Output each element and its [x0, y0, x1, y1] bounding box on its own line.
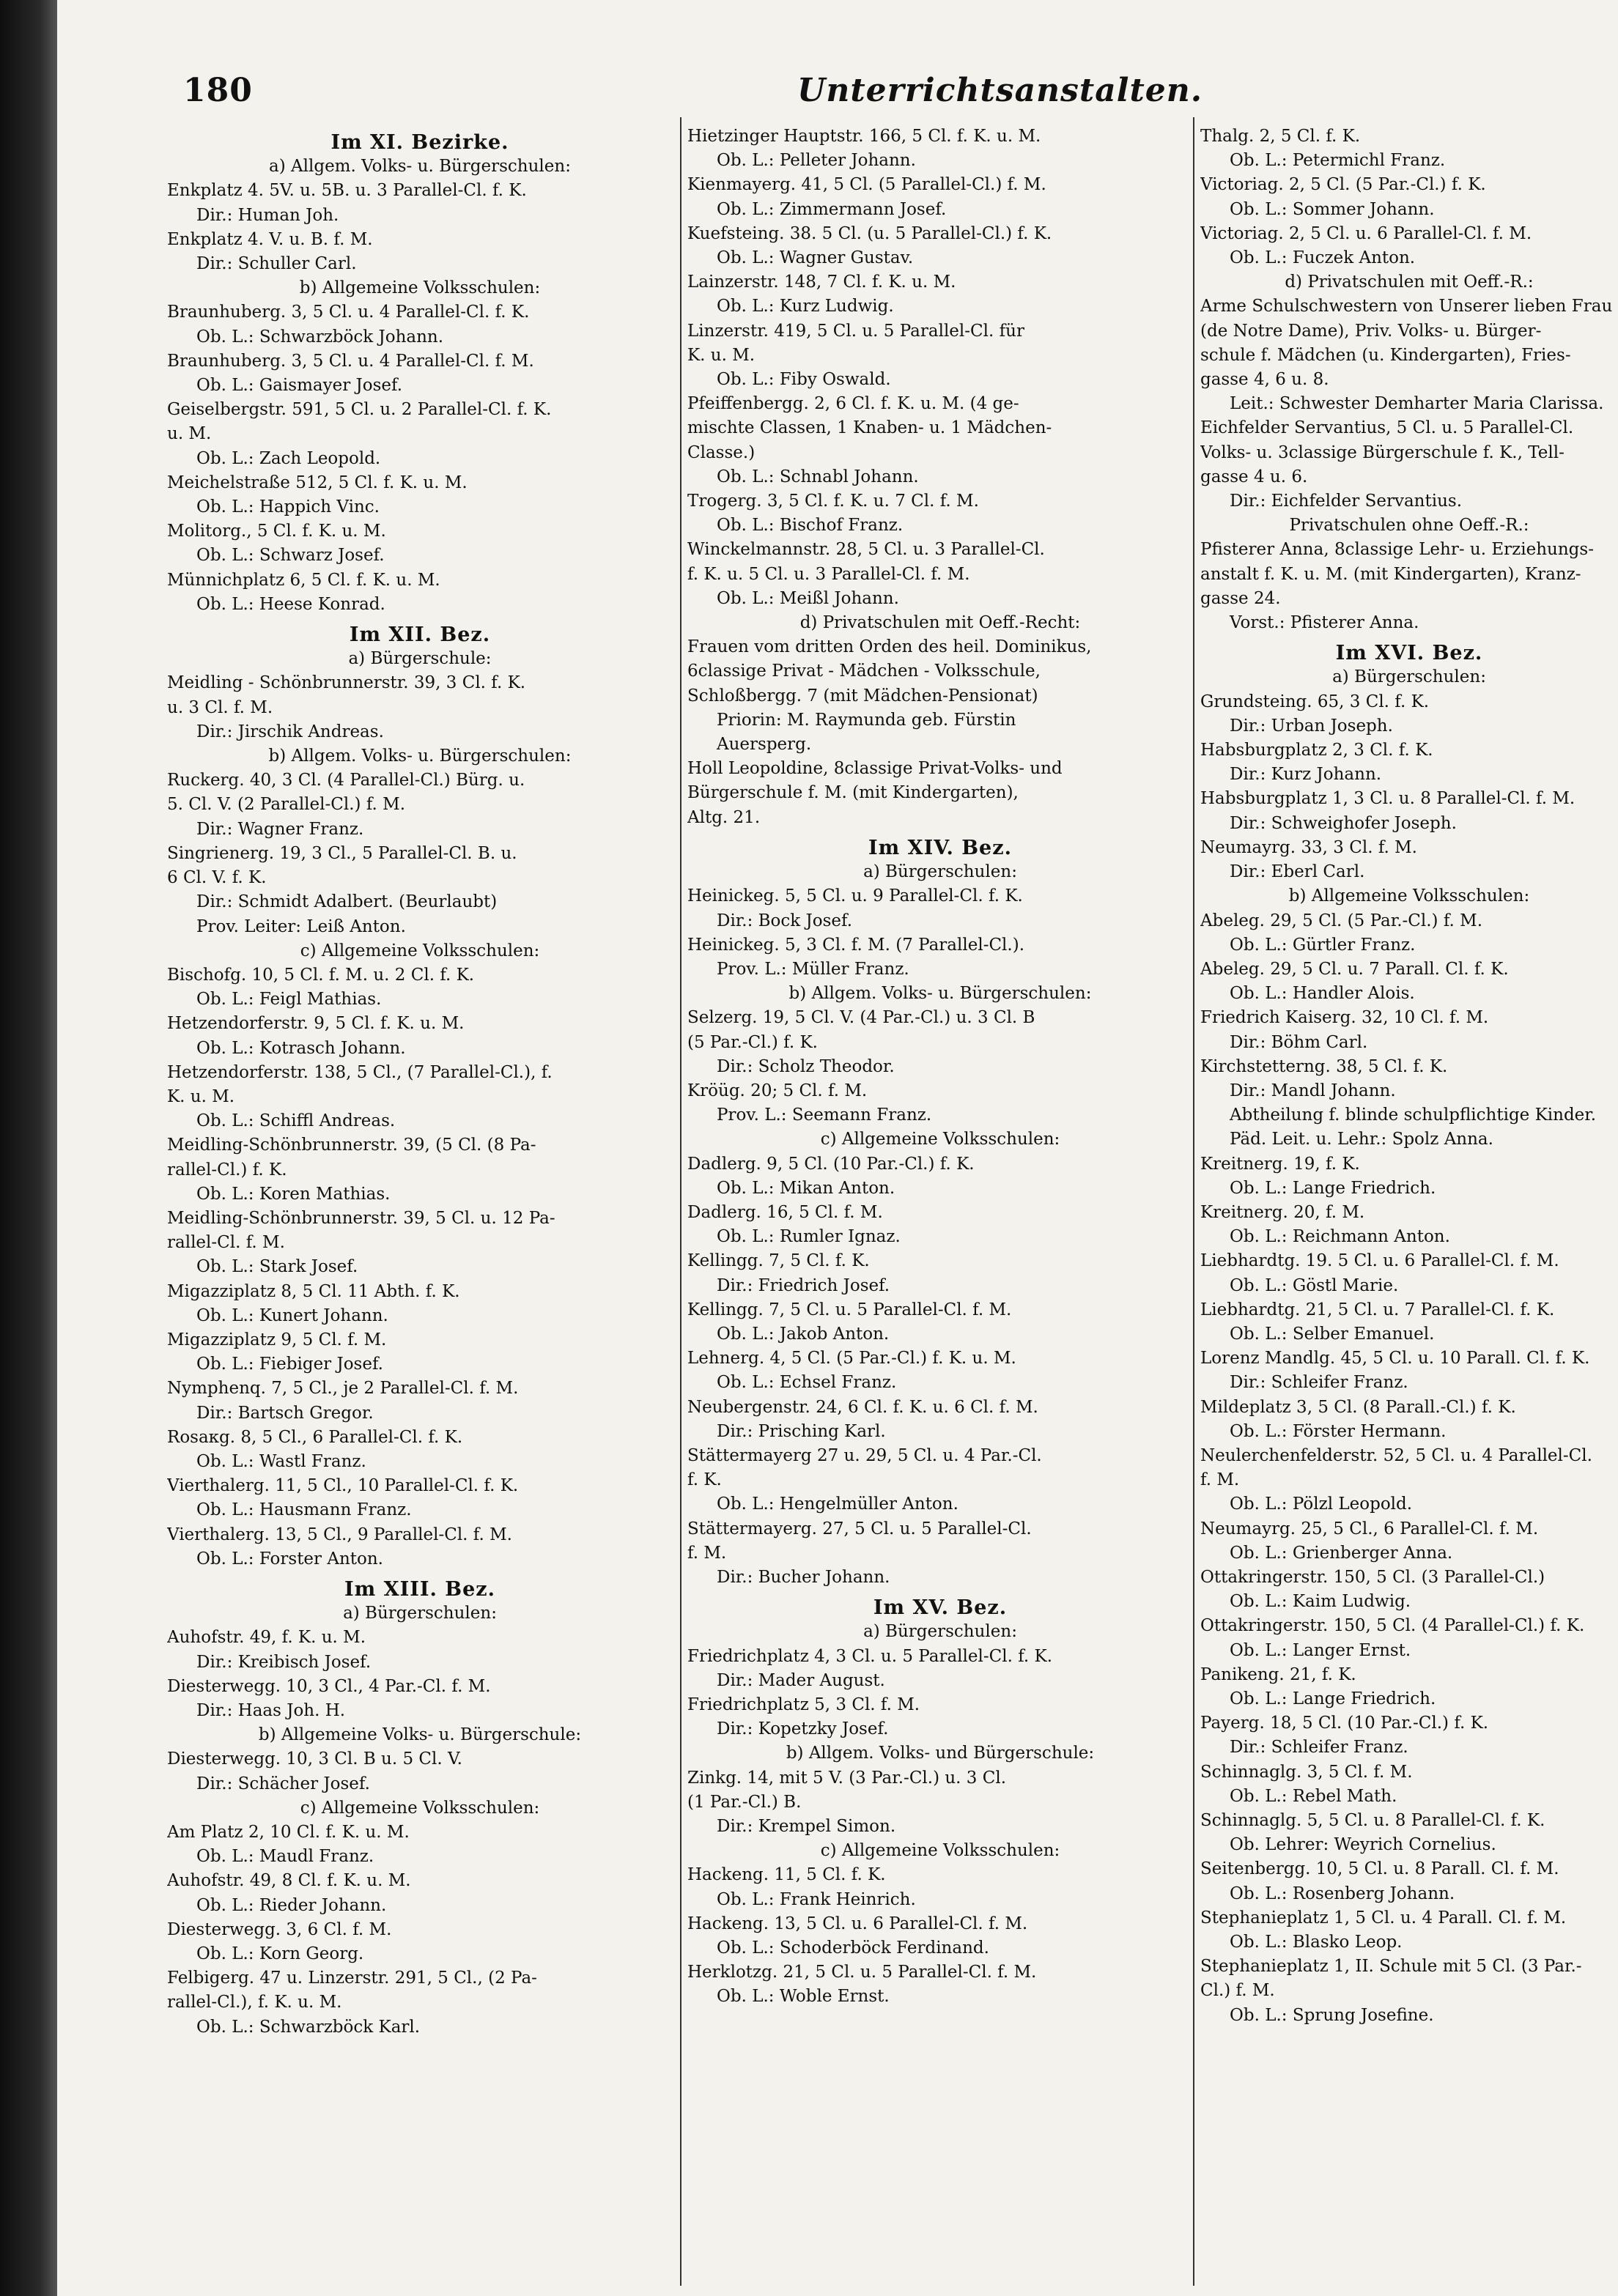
- entry-line: Dir.: Schleifer Franz.: [1230, 1738, 1408, 1758]
- entry-line: Victoriag. 2, 5 Cl. (5 Par.-Cl.) f. K.: [1200, 175, 1486, 195]
- entry-line: Prov. Leiter: Leiß Anton.: [196, 916, 406, 936]
- entry-line: Ottakringerstr. 150, 5 Cl. (4 Parallel-Cl.) f. K.: [1200, 1616, 1585, 1636]
- entry-line: Ob. L.: Rumler Ignaz.: [717, 1227, 901, 1247]
- entry-line: f. M.: [1200, 1470, 1240, 1490]
- entry-line: Priorin: M. Raymunda geb. Fürstin: [717, 710, 1016, 730]
- entry-line: Singrienerg. 19, 3 Cl., 5 Parallel-Cl. B. u.: [167, 843, 517, 863]
- entry-line: Ob. L.: Schoderböck Ferdinand.: [717, 1938, 989, 1958]
- entry-line: Winckelmannstr. 28, 5 Cl. u. 3 Parallel-Cl.: [687, 540, 1045, 560]
- entry-line: Neumayrg. 25, 5 Cl., 6 Parallel-Cl. f. M.: [1200, 1519, 1539, 1538]
- entry-line: Holl Leopoldine, 8classige Privat-Volks- und: [687, 759, 1063, 779]
- entry-line: Ob. L.: Korn Georg.: [196, 1944, 364, 1964]
- entry-line: Hackeng. 11, 5 Cl. f. K.: [687, 1865, 886, 1885]
- entry-line: Ob. L.: Maudl Franz.: [196, 1847, 374, 1867]
- entry-line: Ob. L.: Frank Heinrich.: [717, 1889, 916, 1909]
- entry-line: Kienmayerg. 41, 5 Cl. (5 Parallel-Cl.) f. M.: [687, 175, 1046, 195]
- entry-line: anstalt f. K. u. M. (mit Kindergarten), Kranz-: [1200, 564, 1581, 584]
- entry-line: Braunhuberg. 3, 5 Cl. u. 4 Parallel-Cl. f. K.: [167, 303, 530, 322]
- entry-line: f. K.: [687, 1470, 722, 1490]
- section-heading: Privatschulen ohne Oeff.-R.:: [1289, 516, 1529, 536]
- entry-line: Braunhuberg. 3, 5 Cl. u. 4 Parallel-Cl. f. M.: [167, 351, 534, 371]
- section-heading: c) Allgemeine Volksschulen:: [300, 941, 540, 960]
- section-heading: d) Privatschulen mit Oeff.-R.:: [1285, 273, 1534, 292]
- district-heading: Im XII. Bez.: [349, 623, 491, 647]
- entry-line: Dir.: Mandl Johann.: [1230, 1081, 1396, 1100]
- entry-line: Ob. L.: Heese Konrad.: [196, 594, 385, 614]
- entry-line: mischte Classen, 1 Knaben- u. 1 Mädchen-: [687, 418, 1052, 438]
- entry-line: Ob. L.: Blasko Leop.: [1230, 1933, 1403, 1952]
- entry-line: Dir.: Schächer Josef.: [196, 1774, 370, 1793]
- entry-line: Abeleg. 29, 5 Cl. (5 Par.-Cl.) f. M.: [1200, 911, 1483, 930]
- entry-line: rallel-Cl. f. M.: [167, 1233, 285, 1253]
- section-heading: a) Bürgerschule:: [348, 649, 492, 669]
- entry-line: Arme Schulschwestern von Unserer lieben Frau: [1200, 297, 1613, 316]
- entry-line: Ob. L.: Sommer Johann.: [1230, 199, 1435, 219]
- entry-line: Felbigerg. 47 u. Linzerstr. 291, 5 Cl., (2 Pa-: [167, 1969, 537, 1988]
- entry-line: Dir.: Krempel Simon.: [717, 1817, 896, 1837]
- entry-line: Mildeplatz 3, 5 Cl. (8 Parall.-Cl.) f. K.: [1200, 1397, 1516, 1417]
- book-page: [57, 0, 1618, 2296]
- entry-line: Ob. L.: Schnabl Johann.: [717, 467, 919, 486]
- entry-line: Enkplatz 4. V. u. B. f. M.: [167, 229, 373, 249]
- section-heading: b) Allgem. Volks- u. Bürgerschulen:: [268, 747, 572, 766]
- entry-line: 6classige Privat - Mädchen - Volksschule,: [687, 662, 1041, 681]
- entry-line: Diesterwegg. 3, 6 Cl. f. M.: [167, 1919, 392, 1939]
- entry-line: Ob. L.: Wagner Gustav.: [717, 248, 914, 268]
- district-heading: Im XIII. Bez.: [344, 1577, 495, 1601]
- entry-line: Zinkg. 14, mit 5 V. (3 Par.-Cl.) u. 3 Cl.: [687, 1768, 1007, 1788]
- entry-line: Selzerg. 19, 5 Cl. V. (4 Par.-Cl.) u. 3 Cl. B: [687, 1008, 1035, 1028]
- section-heading: d) Privatschulen mit Oeff.-Recht:: [799, 613, 1081, 633]
- entry-line: Nymphenq. 7, 5 Cl., je 2 Parallel-Cl. f. M.: [167, 1379, 519, 1399]
- entry-line: Dir.: Schuller Carl.: [196, 254, 357, 274]
- section-heading: b) Allgem. Volks- u. Bürgerschulen:: [788, 984, 1092, 1004]
- entry-line: Dir.: Human Joh.: [196, 205, 339, 225]
- entry-line: Bürgerschule f. M. (mit Kindergarten),: [687, 783, 1019, 803]
- entry-line: Am Platz 2, 10 Cl. f. K. u. M.: [167, 1823, 410, 1843]
- entry-line: Pfeiffenbergg. 2, 6 Cl. f. K. u. M. (4 ge-: [687, 394, 1019, 414]
- column-rule: [1193, 117, 1194, 2286]
- entry-line: Kirchstetterng. 38, 5 Cl. f. K.: [1200, 1056, 1448, 1076]
- entry-line: Dir.: Friedrich Josef.: [717, 1275, 890, 1295]
- entry-line: Ob. L.: Schwarzböck Johann.: [196, 327, 444, 347]
- entry-line: Ob. L.: Rebel Math.: [1230, 1786, 1397, 1806]
- entry-line: Ob. L.: Kaim Ludwig.: [1230, 1592, 1411, 1612]
- entry-line: Habsburgplatz 1, 3 Cl. u. 8 Parallel-Cl. f. M.: [1200, 789, 1575, 809]
- entry-line: Frauen vom dritten Orden des heil. Dominikus,: [687, 637, 1092, 657]
- entry-line: (1 Par.-Cl.) B.: [687, 1792, 802, 1812]
- entry-line: Liebhardtg. 21, 5 Cl. u. 7 Parallel-Cl. f. K.: [1200, 1300, 1555, 1319]
- entry-line: Cl.) f. M.: [1200, 1981, 1275, 2001]
- entry-line: Friedrichplatz 5, 3 Cl. f. M.: [687, 1695, 920, 1714]
- section-heading: a) Bürgerschulen:: [343, 1604, 497, 1623]
- entry-line: Dadlerg. 16, 5 Cl. f. M.: [687, 1202, 883, 1222]
- entry-line: Ob. L.: Pelleter Johann.: [717, 151, 916, 171]
- entry-line: Neulerchenfelderstr. 52, 5 Cl. u. 4 Parallel-Cl.: [1200, 1445, 1592, 1465]
- entry-line: Ob. L.: Gürtler Franz.: [1230, 935, 1416, 955]
- entry-line: Abtheilung f. blinde schulpflichtige Kinder.: [1230, 1106, 1597, 1125]
- entry-line: Ob. L.: Wastl Franz.: [196, 1451, 366, 1471]
- entry-line: Friedrichplatz 4, 3 Cl. u. 5 Parallel-Cl. f. K.: [687, 1646, 1053, 1666]
- entry-line: Ob. L.: Fuczek Anton.: [1230, 248, 1416, 268]
- entry-line: Ob. L.: Petermichl Franz.: [1230, 151, 1446, 171]
- entry-line: Migazziplatz 8, 5 Cl. 11 Abth. f. K.: [167, 1281, 460, 1301]
- page-number: 180: [183, 72, 253, 109]
- district-heading: Im XVI. Bez.: [1335, 642, 1483, 665]
- text-column-1: [167, 125, 673, 2278]
- entry-line: Altg. 21.: [687, 807, 761, 827]
- entry-line: f. M.: [687, 1543, 727, 1563]
- entry-line: Abeleg. 29, 5 Cl. u. 7 Parall. Cl. f. K.: [1200, 959, 1509, 979]
- entry-line: Kellingg. 7, 5 Cl. f. K.: [687, 1251, 870, 1271]
- entry-line: Seitenbergg. 10, 5 Cl. u. 8 Parall. Cl. f. M.: [1200, 1859, 1559, 1879]
- entry-line: Ob. L.: Schwarz Josef.: [196, 546, 385, 566]
- page-header: [57, 72, 1618, 116]
- entry-line: Grundsteing. 65, 3 Cl. f. K.: [1200, 692, 1430, 711]
- entry-line: Ob. L.: Koren Mathias.: [196, 1184, 391, 1204]
- entry-line: Dir.: Haas Joh. H.: [196, 1701, 346, 1720]
- entry-line: Ob. L.: Happich Vinc.: [196, 497, 380, 517]
- entry-line: rallel-Cl.), f. K. u. M.: [167, 1993, 342, 2012]
- entry-line: Dir.: Scholz Theodor.: [717, 1056, 895, 1076]
- entry-line: Hackeng. 13, 5 Cl. u. 6 Parallel-Cl. f. M.: [687, 1914, 1028, 1933]
- entry-line: Ob. L.: Sprung Josefine.: [1230, 2005, 1434, 2025]
- entry-line: gasse 4 u. 6.: [1200, 467, 1308, 486]
- entry-line: Dir.: Bartsch Gregor.: [196, 1403, 374, 1423]
- entry-line: Ob. L.: Fiby Oswald.: [717, 370, 891, 390]
- entry-line: Vierthalerg. 11, 5 Cl., 10 Parallel-Cl. f. K.: [167, 1476, 519, 1496]
- entry-line: Ob. L.: Göstl Marie.: [1230, 1275, 1399, 1295]
- entry-line: Ruckerg. 40, 3 Cl. (4 Parallel-Cl.) Bürg. u.: [167, 771, 525, 790]
- entry-line: Kellingg. 7, 5 Cl. u. 5 Parallel-Cl. f. M.: [687, 1300, 1012, 1319]
- entry-line: Stättermayerg 27 u. 29, 5 Cl. u. 4 Par.-Cl.: [687, 1445, 1042, 1465]
- entry-line: Ob. Lehrer: Weyrich Cornelius.: [1230, 1835, 1496, 1855]
- entry-line: Vorst.: Pfisterer Anna.: [1230, 613, 1419, 633]
- entry-line: Dir.: Kurz Johann.: [1230, 765, 1382, 785]
- entry-line: Enkplatz 4. 5V. u. 5B. u. 3 Parallel-Cl. f. K.: [167, 181, 527, 201]
- entry-line: Classe.): [687, 442, 756, 462]
- entry-line: Ob. L.: Handler Alois.: [1230, 984, 1415, 1004]
- entry-line: Leit.: Schwester Demharter Maria Clarissa.: [1230, 394, 1604, 414]
- section-heading: b) Allgemeine Volks- u. Bürgerschule:: [258, 1725, 582, 1745]
- entry-line: Dir.: Böhm Carl.: [1230, 1032, 1368, 1052]
- entry-line: Migazziplatz 9, 5 Cl. f. M.: [167, 1330, 387, 1349]
- entry-line: Meidling-Schönbrunnerstr. 39, (5 Cl. (8 Pa-: [167, 1136, 536, 1155]
- entry-line: Kreitnerg. 20, f. M.: [1200, 1202, 1365, 1222]
- entry-line: Dir.: Eichfelder Servantius.: [1230, 492, 1463, 511]
- entry-line: Pfisterer Anna, 8classige Lehr- u. Erziehungs-: [1200, 540, 1594, 560]
- section-heading: b) Allgemeine Volksschulen:: [299, 278, 541, 298]
- entry-line: Dir.: Schleifer Franz.: [1230, 1373, 1408, 1393]
- entry-line: Dir.: Eberl Carl.: [1230, 862, 1365, 882]
- section-heading: c) Allgemeine Volksschulen:: [300, 1798, 540, 1818]
- entry-line: Ob. L.: Fiebiger Josef.: [196, 1355, 383, 1374]
- entry-line: gasse 4, 6 u. 8.: [1200, 370, 1329, 390]
- entry-line: Dir.: Jirschik Andreas.: [196, 722, 384, 741]
- entry-line: Dir.: Schweighofer Joseph.: [1230, 813, 1457, 833]
- entry-line: u. M.: [167, 424, 212, 444]
- entry-line: Stephanieplatz 1, II. Schule mit 5 Cl. (3 Par.-: [1200, 1957, 1582, 1977]
- entry-line: Ob. L.: Lange Friedrich.: [1230, 1178, 1436, 1198]
- entry-line: Meichelstraße 512, 5 Cl. f. K. u. M.: [167, 473, 468, 492]
- entry-line: Payerg. 18, 5 Cl. (10 Par.-Cl.) f. K.: [1200, 1714, 1489, 1733]
- entry-line: gasse 24.: [1200, 588, 1281, 608]
- text-column-2: [687, 125, 1193, 2278]
- entry-line: Friedrich Kaiserg. 32, 10 Cl. f. M.: [1200, 1008, 1489, 1028]
- entry-line: Ob. L.: Pölzl Leopold.: [1230, 1495, 1413, 1514]
- entry-line: Hetzendorferstr. 9, 5 Cl. f. K. u. M.: [167, 1014, 465, 1034]
- entry-line: Ob. L.: Schiffl Andreas.: [196, 1111, 396, 1131]
- entry-line: Schinnaglg. 3, 5 Cl. f. M.: [1200, 1762, 1413, 1782]
- entry-line: Dir.: Wagner Franz.: [196, 819, 364, 839]
- entry-line: Ob. L.: Zach Leopold.: [196, 448, 381, 468]
- entry-line: Münnichplatz 6, 5 Cl. f. K. u. M.: [167, 570, 440, 590]
- section-heading: a) Allgem. Volks- u. Bürgerschulen:: [269, 157, 571, 177]
- entry-line: Schinnaglg. 5, 5 Cl. u. 8 Parallel-Cl. f. K.: [1200, 1811, 1545, 1831]
- entry-line: Ob. L.: Kotrasch Johann.: [196, 1038, 406, 1058]
- entry-line: Ob. L.: Kunert Johann.: [196, 1306, 388, 1325]
- running-title: Unterrichtsanstalten.: [797, 72, 1203, 109]
- entry-line: Dadlerg. 9, 5 Cl. (10 Par.-Cl.) f. K.: [687, 1154, 975, 1174]
- entry-line: Kröüg. 20; 5 Cl. f. M.: [687, 1081, 868, 1100]
- entry-line: Ob. L.: Lange Friedrich.: [1230, 1689, 1436, 1708]
- entry-line: Stephanieplatz 1, 5 Cl. u. 4 Parall. Cl. f. M.: [1200, 1908, 1567, 1927]
- entry-line: Liebhardtg. 19. 5 Cl. u. 6 Parallel-Cl. f. M.: [1200, 1251, 1559, 1271]
- entry-line: Ob. L.: Zimmermann Josef.: [717, 199, 947, 219]
- entry-line: K. u. M.: [687, 345, 756, 365]
- entry-line: Ob. L.: Stark Josef.: [196, 1257, 358, 1277]
- entry-line: Dir.: Kopetzky Josef.: [717, 1719, 889, 1739]
- entry-line: Linzerstr. 419, 5 Cl. u. 5 Parallel-Cl. für: [687, 321, 1024, 341]
- entry-line: Ob. L.: Meißl Johann.: [717, 588, 899, 608]
- entry-line: Vierthalerg. 13, 5 Cl., 9 Parallel-Cl. f. M.: [167, 1525, 512, 1544]
- entry-line: (5 Par.-Cl.) f. K.: [687, 1032, 818, 1052]
- entry-line: Ob. L.: Woble Ernst.: [717, 1987, 890, 2007]
- section-heading: a) Bürgerschulen:: [863, 862, 1017, 882]
- entry-line: Lainzerstr. 148, 7 Cl. f. K. u. M.: [687, 273, 956, 292]
- entry-line: Hetzendorferstr. 138, 5 Cl., (7 Parallel-Cl.), f.: [167, 1062, 553, 1082]
- entry-line: Prov. L.: Müller Franz.: [717, 959, 909, 979]
- entry-line: Ob. L.: Selber Emanuel.: [1230, 1324, 1435, 1344]
- entry-line: Ob. L.: Kurz Ludwig.: [717, 297, 894, 316]
- entry-line: Dir.: Kreibisch Josef.: [196, 1652, 372, 1672]
- book-spine-shadow: [0, 0, 57, 2296]
- entry-line: Hietzinger Hauptstr. 166, 5 Cl. f. K. u. M.: [687, 127, 1041, 146]
- entry-line: Dir.: Mader August.: [717, 1670, 885, 1690]
- entry-line: Trogerg. 3, 5 Cl. f. K. u. 7 Cl. f. M.: [687, 492, 979, 511]
- section-heading: c) Allgemeine Volksschulen:: [820, 1841, 1060, 1861]
- entry-line: schule f. Mädchen (u. Kindergarten), Fries-: [1200, 345, 1571, 365]
- entry-line: f. K. u. 5 Cl. u. 3 Parallel-Cl. f. M.: [687, 564, 970, 584]
- entry-line: Rosaкg. 8, 5 Cl., 6 Parallel-Cl. f. K.: [167, 1427, 463, 1447]
- entry-line: 5. Cl. V. (2 Parallel-Cl.) f. M.: [167, 795, 405, 815]
- entry-line: Habsburgplatz 2, 3 Cl. f. K.: [1200, 741, 1433, 760]
- entry-line: Stättermayerg. 27, 5 Cl. u. 5 Parallel-Cl.: [687, 1519, 1032, 1538]
- entry-line: Prov. L.: Seemann Franz.: [717, 1106, 932, 1125]
- entry-line: Ob. L.: Langer Ernst.: [1230, 1640, 1411, 1660]
- section-heading: c) Allgemeine Volksschulen:: [820, 1130, 1060, 1149]
- entry-line: Heinickeg. 5, 3 Cl. f. M. (7 Parallel-Cl.).: [687, 935, 1025, 955]
- entry-line: Ob. L.: Grienberger Anna.: [1230, 1543, 1453, 1563]
- entry-line: Victoriag. 2, 5 Cl. u. 6 Parallel-Cl. f. M.: [1200, 223, 1532, 243]
- entry-line: Dir.: Schmidt Adalbert. (Beurlaubt): [196, 892, 498, 912]
- district-heading: Im XIV. Bez.: [868, 836, 1012, 859]
- section-heading: a) Bürgerschulen:: [863, 1622, 1017, 1642]
- entry-line: Auhofstr. 49, 8 Cl. f. K. u. M.: [167, 1871, 411, 1891]
- entry-line: Kreitnerg. 19, f. K.: [1200, 1154, 1360, 1174]
- entry-line: Ob. L.: Jakob Anton.: [717, 1324, 890, 1344]
- entry-line: Ob. L.: Gaismayer Josef.: [196, 376, 403, 396]
- entry-line: Meidling - Schönbrunnerstr. 39, 3 Cl. f. K.: [167, 673, 526, 693]
- entry-line: Meidling-Schönbrunnerstr. 39, 5 Cl. u. 12 Pa-: [167, 1208, 555, 1228]
- entry-line: Ob. L.: Schwarzböck Karl.: [196, 2017, 421, 2037]
- entry-line: Päd. Leit. u. Lehr.: Spolz Anna.: [1230, 1130, 1493, 1149]
- entry-line: Geiselbergstr. 591, 5 Cl. u. 2 Parallel-Cl. f. K.: [167, 400, 552, 420]
- entry-line: Herklotzg. 21, 5 Cl. u. 5 Parallel-Cl. f. M.: [687, 1963, 1037, 1982]
- entry-line: Ottakringerstr. 150, 5 Cl. (3 Parallel-Cl.): [1200, 1567, 1545, 1587]
- entry-line: Ob. L.: Echsel Franz.: [717, 1373, 897, 1393]
- entry-line: Ob. L.: Bischof Franz.: [717, 516, 904, 536]
- entry-line: Ob. L.: Forster Anton.: [196, 1549, 383, 1569]
- entry-line: Neumayrg. 33, 3 Cl. f. M.: [1200, 837, 1417, 857]
- entry-line: Lorenz Mandlg. 45, 5 Cl. u. 10 Parall. Cl. f. K.: [1200, 1349, 1590, 1369]
- text-column-3: [1200, 125, 1618, 2278]
- entry-line: Ob. L.: Hausmann Franz.: [196, 1500, 412, 1520]
- entry-line: Ob. L.: Rosenberg Johann.: [1230, 1884, 1455, 1903]
- column-rule: [680, 117, 681, 2286]
- entry-line: Panikeng. 21, f. K.: [1200, 1664, 1356, 1684]
- entry-line: Diesterwegg. 10, 3 Cl. B u. 5 Cl. V.: [167, 1749, 462, 1769]
- entry-line: 6 Cl. V. f. K.: [167, 868, 267, 888]
- entry-line: Ob. L.: Förster Hermann.: [1230, 1421, 1447, 1441]
- entry-line: u. 3 Cl. f. M.: [167, 697, 273, 717]
- entry-line: Molitorg., 5 Cl. f. K. u. M.: [167, 522, 386, 541]
- entry-line: Neubergenstr. 24, 6 Cl. f. K. u. 6 Cl. f. M.: [687, 1397, 1038, 1417]
- entry-line: Thalg. 2, 5 Cl. f. K.: [1200, 127, 1361, 146]
- entry-line: Ob. L.: Feigl Mathias.: [196, 990, 382, 1010]
- entry-line: Volks- u. 3classige Bürgerschule f. K., Tell-: [1200, 442, 1565, 462]
- district-heading: Im XV. Bez.: [873, 1596, 1008, 1620]
- section-heading: b) Allgem. Volks- und Bürgerschule:: [786, 1744, 1095, 1763]
- entry-line: Dir.: Bock Josef.: [717, 911, 852, 930]
- entry-line: Auhofstr. 49, f. K. u. M.: [167, 1628, 366, 1648]
- entry-line: K. u. M.: [167, 1086, 235, 1106]
- entry-line: Ob. L.: Hengelmüller Anton.: [717, 1495, 958, 1514]
- entry-line: Eichfelder Servantius, 5 Cl. u. 5 Parallel-Cl.: [1200, 418, 1574, 438]
- entry-line: Dir.: Bucher Johann.: [717, 1567, 890, 1587]
- entry-line: Ob. L.: Reichmann Anton.: [1230, 1227, 1450, 1247]
- entry-line: Ob. L.: Rieder Johann.: [196, 1895, 387, 1915]
- entry-line: Schloßbergg. 7 (mit Mädchen-Pensionat): [687, 686, 1038, 706]
- entry-line: Ob. L.: Mikan Anton.: [717, 1178, 895, 1198]
- entry-line: Diesterwegg. 10, 3 Cl., 4 Par.-Cl. f. M.: [167, 1676, 491, 1696]
- entry-line: Dir.: Urban Joseph.: [1230, 716, 1393, 736]
- entry-line: Dir.: Prisching Karl.: [717, 1421, 886, 1441]
- entry-line: Bischofg. 10, 5 Cl. f. M. u. 2 Cl. f. K.: [167, 965, 475, 985]
- entry-line: Heinickeg. 5, 5 Cl. u. 9 Parallel-Cl. f. K.: [687, 886, 1023, 906]
- entry-line: Auersperg.: [717, 735, 812, 755]
- section-heading: b) Allgemeine Volksschulen:: [1288, 886, 1530, 906]
- entry-line: rallel-Cl.) f. K.: [167, 1160, 287, 1180]
- district-heading: Im XI. Bezirke.: [330, 131, 509, 154]
- entry-line: Lehnerg. 4, 5 Cl. (5 Par.-Cl.) f. K. u. M.: [687, 1349, 1016, 1369]
- entry-line: (de Notre Dame), Priv. Volks- u. Bürger-: [1200, 321, 1542, 341]
- entry-line: Kuefsteing. 38. 5 Cl. (u. 5 Parallel-Cl.) f. K.: [687, 223, 1052, 243]
- section-heading: a) Bürgerschulen:: [1332, 667, 1486, 687]
